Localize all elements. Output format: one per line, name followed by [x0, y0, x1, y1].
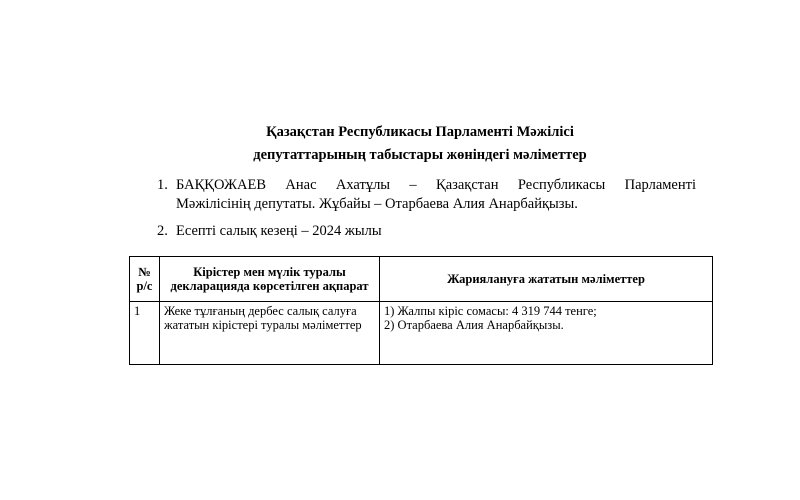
tax-period-text: Есепті салық кезеңі – 2024 жылы	[176, 223, 382, 239]
deputy-info-line-1: БАҚҚОЖАЕВ Анас Ахатұлы – Қазақстан Республикасы Парламенті	[176, 177, 696, 193]
list-item-number: 1.	[157, 177, 168, 193]
header-declaration-info: Кірістер мен мүлік туралы декларацияда көрсетілген ақпарат	[160, 257, 380, 302]
header-published-info: Жариялануға жататын мәліметтер	[380, 257, 713, 302]
details-line-1: 1) Жалпы кіріс сомасы: 4 319 744 тенге;	[384, 304, 597, 318]
details-line-2: 2) Отарбаева Алия Анарбайқызы.	[384, 318, 564, 332]
table-header-row	[130, 257, 713, 302]
list-item-number: 2.	[157, 223, 168, 239]
document-title-line-2: депутаттарының табыстары жөніндегі мәліметтер	[253, 147, 587, 163]
row-number: 1	[130, 302, 160, 365]
row-details	[380, 302, 713, 365]
table-row	[130, 302, 713, 365]
header-number: № р/с	[130, 257, 160, 302]
deputy-info-line-2: Мәжілісінің депутаты. Жұбайы – Отарбаева Алия Анарбайқызы.	[176, 196, 578, 212]
row-description: Жеке тұлғаның дербес салық салуға жататын кірістері туралы мәліметтер	[160, 302, 380, 365]
declaration-table	[129, 256, 713, 365]
list-item-deputy	[157, 176, 696, 214]
document-title-line-1: Қазақстан Республикасы Парламенті Мәжілісі	[266, 124, 574, 140]
list-item-tax-period	[157, 222, 557, 241]
